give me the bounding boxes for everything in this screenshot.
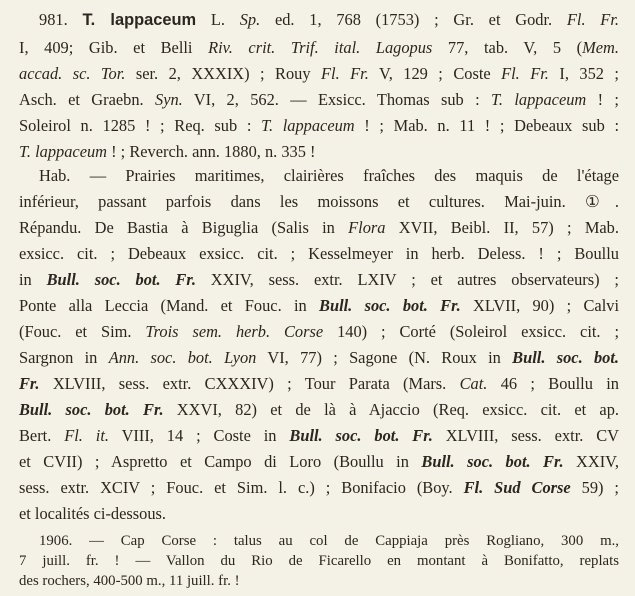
entry-line-2	[19, 38, 619, 58]
text-run: Trois sem. herb. Corse	[145, 322, 324, 341]
text-run: I, 409; Gib. et Belli	[19, 38, 209, 57]
habitat-line-12	[19, 452, 619, 472]
text-run: Bull. soc. bot. Fr.	[319, 296, 461, 315]
entry-line-1	[39, 10, 619, 30]
text-run: Bull. soc. bot. Fr.	[289, 426, 433, 445]
text-run: 46 ; Boullu in	[487, 374, 619, 393]
text-run: 7 juill. fr. ! — Vallon du Rio de Ficarello en montant à Bonifatto, replats	[19, 553, 619, 569]
text-run: VI, 2, 562. — Exsicc. Thomas sub :	[182, 90, 491, 109]
text-run: Fl. Sud Corse	[463, 478, 571, 497]
habitat-line-1	[39, 166, 619, 186]
habitat-line-8	[19, 348, 619, 368]
text-run: (Fouc. et Sim.	[19, 322, 146, 341]
entry-line-4	[19, 90, 619, 110]
text-run: VIII, 14 ; Coste in	[108, 426, 290, 445]
habitat-line-13	[19, 478, 619, 498]
text-run: XXVI, 82) et de là à Ajaccio (Req. exsicc. cit. et ap.	[163, 400, 619, 419]
text-run: Asch. et Graebn.	[19, 90, 155, 109]
entry-line-3	[19, 64, 619, 84]
note-line-3	[19, 572, 619, 590]
entry-line-5	[19, 116, 619, 136]
text-run: I, 352 ;	[548, 64, 619, 83]
text-run: XVII, Beibl. II, 57) ; Mab.	[385, 218, 619, 237]
text-run: Hab. — Prairies maritimes, clairières fraîches des maquis de l'étage	[39, 166, 619, 185]
text-run: 140) ; Corté (Soleirol exsicc. cit. ;	[323, 322, 619, 341]
text-run: Fl. Fr.	[566, 10, 619, 29]
habitat-line-6	[19, 296, 619, 316]
text-run: Bull. soc. bot. Fr.	[46, 270, 196, 289]
text-run: XLVIII, sess. extr. CV	[432, 426, 620, 445]
text-run: des rochers, 400-500 m., 11 juill. fr. !	[19, 573, 240, 589]
text-run: 77, tab. V, 5 (	[432, 38, 583, 57]
text-run: Bull. soc. bot. Fr.	[19, 400, 164, 419]
text-run: XXIV,	[563, 452, 620, 471]
note-line-2	[19, 552, 619, 570]
entry-line-1-rest	[211, 10, 619, 29]
note-line-1	[39, 532, 619, 550]
text-run: 59) ;	[570, 478, 619, 497]
text-run: T. lappaceum	[491, 90, 587, 109]
text-run: VI, 77) ; Sagone (N. Roux in	[256, 348, 513, 367]
text-run: sess. extr. XCIV ; Fouc. et Sim. l. c.) ; Bonifacio (Boy.	[19, 478, 464, 497]
text-run: L.	[210, 10, 240, 29]
text-run: et localités ci-dessous.	[19, 504, 167, 523]
text-run: Riv. crit. Trif. ital. Lagopus	[208, 38, 433, 57]
text-run: Bull. soc. bot.	[512, 348, 620, 367]
text-run: ! ; Reverch. ann. 1880, n. 335 !	[107, 142, 316, 161]
habitat-line-10	[19, 400, 619, 420]
text-run: Fl. Fr.	[501, 64, 549, 83]
text-run: ed. 1, 768 (1753) ; Gr. et Godr.	[260, 10, 567, 29]
habitat-line-5	[19, 270, 619, 290]
text-run: Bert.	[19, 426, 65, 445]
text-run: accad. sc. Tor.	[19, 64, 126, 83]
text-run: XXIV, sess. extr. LXIV ; et autres observateurs) ;	[195, 270, 619, 289]
habitat-line-11	[19, 426, 619, 446]
text-run: Syn.	[155, 90, 183, 109]
text-run: Cat.	[459, 374, 488, 393]
text-run: Ponte alla Leccia (Mand. et Fouc. in	[19, 296, 320, 315]
text-run: in	[19, 270, 47, 289]
habitat-line-4	[19, 244, 619, 264]
text-run: exsicc. cit. ; Debeaux exsicc. cit. ; Kesselmeyer in herb. Deless. ! ; Boullu	[19, 244, 619, 263]
text-run: ! ; Mab. n. 11 ! ; Debeaux sub :	[354, 116, 620, 135]
taxon-name: T. lappaceum	[82, 11, 197, 29]
text-run: XLVII, 90) ; Calvi	[460, 296, 619, 315]
text-run: Mem.	[582, 38, 619, 57]
text-run: ! ;	[586, 90, 619, 109]
text-run: XLVIII, sess. extr. CXXXIV) ; Tour Parata (Mars.	[39, 374, 460, 393]
text-run: Flora	[348, 218, 386, 237]
text-run: Répandu. De Bastia à Biguglia (Salis in	[19, 218, 349, 237]
text-run: T. lappaceum	[19, 142, 108, 161]
text-run: Ann. soc. bot. Lyon	[108, 348, 257, 367]
text-run: Sp.	[239, 10, 261, 29]
text-run: Fr.	[19, 374, 40, 393]
entry-line-6	[19, 142, 619, 162]
text-run: Sargnon in	[19, 348, 109, 367]
text-run: 1906. — Cap Corse : talus au col de Cappiaja près Rogliano, 300 m.,	[39, 533, 619, 549]
habitat-line-3	[19, 218, 619, 238]
habitat-line-7	[19, 322, 619, 342]
text-run: Bull. soc. bot. Fr.	[421, 452, 564, 471]
habitat-line-14	[19, 504, 619, 524]
habitat-line-9	[19, 374, 619, 394]
text-run: T. lappaceum	[261, 116, 355, 135]
text-run: Fl. Fr.	[321, 64, 369, 83]
text-run: Fl. it.	[64, 426, 109, 445]
text-run: Soleirol n. 1285 ! ; Req. sub :	[19, 116, 262, 135]
text-run: ser. 2, XXXIX) ; Rouy	[125, 64, 322, 83]
text-run: V, 129 ; Coste	[368, 64, 502, 83]
text-run: et CVII) ; Aspretto et Campo di Loro (Boullu in	[19, 452, 422, 471]
entry-number: 981.	[39, 10, 68, 29]
habitat-line-2	[19, 192, 619, 212]
text-run: inférieur, passant parfois dans les moissons et cultures. Mai-juin. ①.	[19, 192, 619, 211]
